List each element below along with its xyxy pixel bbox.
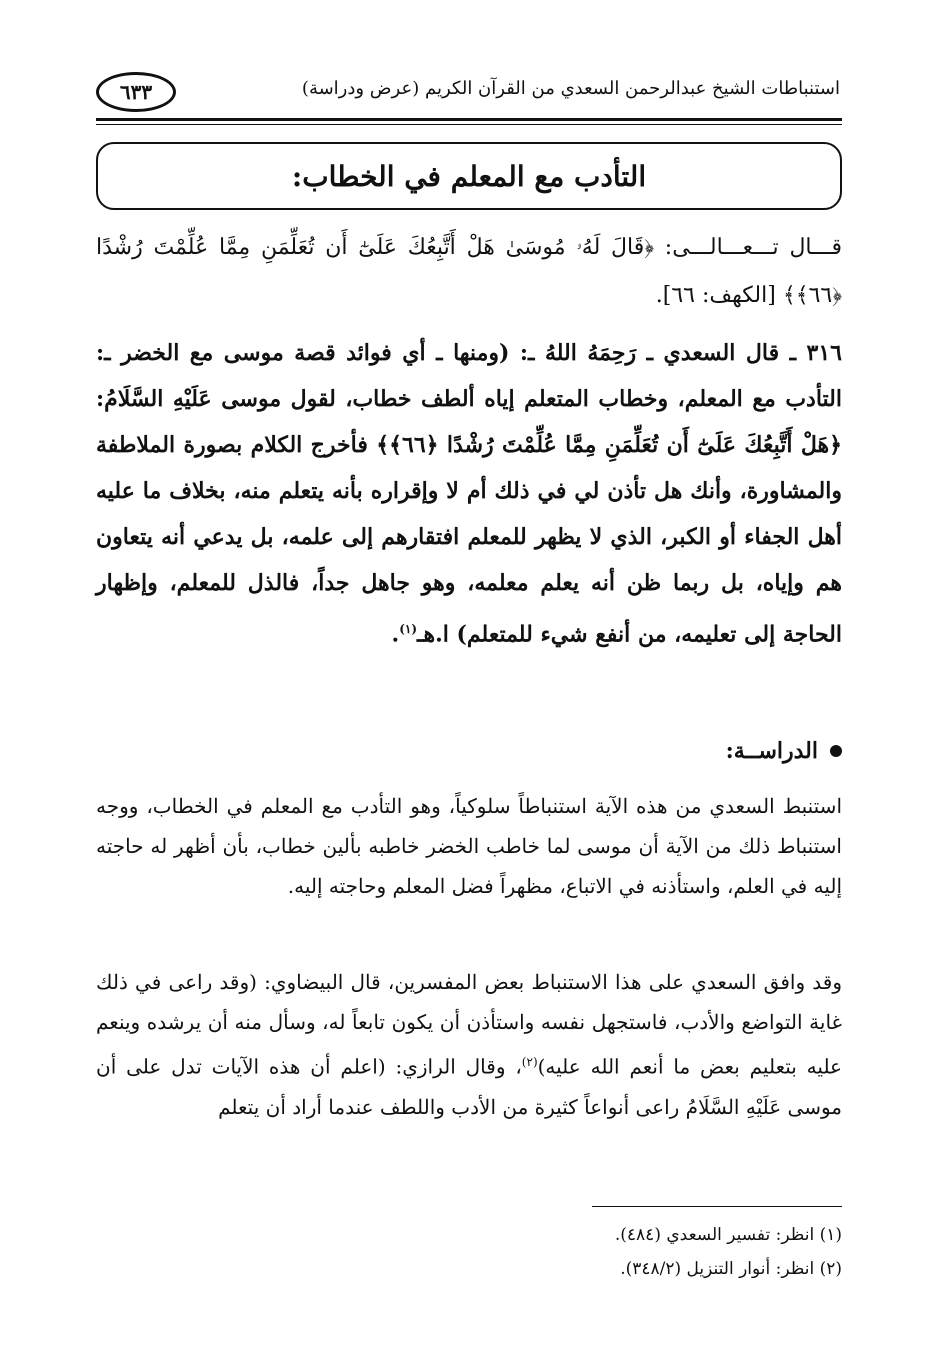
- study-p2-part-b: ، وقال الرازي: (اعلم أن هذه الآيات تدل على أن موسى عَلَيْهِ السَّلَامُ راعى أنواعاً كثيرة من الأدب واللطف عندما أراد أن يتعلم: [96, 1054, 842, 1119]
- footnotes: [96, 1218, 842, 1286]
- study-paragraph-1: استنبط السعدي من هذه الآية استنباطاً سلوكياً، وهو التأدب مع المعلم في الخطاب، ووجه استنباط ذلك من الآية أن موسى لما خاطب الخضر خاطبه بألين خطاب، بأن أظهر له حاجته إليه في العلم، واستأذنه في الاتباع، مظهراً فضل المعلم وحاجته إليه.: [96, 794, 842, 898]
- footnote-2: (٢) انظر: أنوار التنزيل (٣٤٨/٢).: [620, 1259, 842, 1279]
- verse-paragraph: قـــال تـــعـــالـــى: ﴿قَالَ لَهُۥ مُوسَىٰ هَلْ أَتَّبِعُكَ عَلَىٰٓ أَن تُعَلِّمَنِ مِمَّا عُلِّمْتَ رُشْدًا ﴿٦٦﴾﴾ [الكهف: ٦٦].: [96, 235, 842, 308]
- footnote-ref-1: (١): [399, 622, 418, 636]
- section-title-box: [96, 142, 842, 210]
- study-paragraph-2: [96, 962, 842, 1127]
- header-rule-thick: [96, 118, 842, 121]
- footnote-divider: [592, 1206, 842, 1207]
- study-p2-part-a: وقد وافق السعدي على هذا الاستنباط بعض المفسرين، قال البيضاوي: (وقد راعى في ذلك غاية التواضع والأدب، فاستجهل نفسه واستأذن أن يكون تابعاً له، وسأل منه أن يرشده وينعم عليه بتعليم بعض ما أنعم الله عليه): [96, 970, 842, 1079]
- quote-paragraph: ٣١٦ ـ قال السعدي ـ رَحِمَهُ اللهُ ـ: (ومنها ـ أي فوائد قصة موسى مع الخضر ـ: التأدب مع المعلم، وخطاب المتعلم إياه ألطف خطاب، لقول موسى عَلَيْهِ السَّلَامُ: ﴿هَلْ أَتَّبِعُكَ عَلَىٰٓ أَن تُعَلِّمَنِ مِمَّا عُلِّمْتَ رُشْدًا ﴿٦٦﴾﴾ فأخرج الكلام بصورة الملاطفة والمشاورة، وأنك هل تأذن لي في ذلك أم لا وإقراره بأنه يتعلم منه، بخلاف ما عليه أهل الجفاء أو الكبر، الذي لا يظهر للمعلم افتقارهم إلى علمه، بل يدعي أنه يتعاون هم وإياه، بل ربما ظن أنه يعلم معلمه، وهو جاهل جداً، فالذل للمعلم، وإظهار الحاجة إلى تعليمه، من أنفع شيء للمتعلم) ا.هـ$^{(١)}$.: [96, 340, 842, 648]
- page-number: ٦٣٣: [96, 72, 176, 112]
- study-heading-text: الدراســة:: [725, 738, 818, 764]
- study-heading: [726, 738, 842, 764]
- quote-text: ٣١٦ ـ قال السعدي ـ رَحِمَهُ اللهُ ـ: (ومنها ـ أي فوائد قصة موسى مع الخضر ـ: التأدب مع المعلم، وخطاب المتعلم إياه ألطف خطاب، لقول موسى عَلَيْهِ السَّلَامُ: ﴿هَلْ أَتَّبِعُكَ عَلَىٰٓ أَن تُعَلِّمَنِ مِمَّا عُلِّمْتَ رُشْدًا ﴿٦٦﴾﴾ فأخرج الكلام بصورة الملاطفة والمشاورة، وأنك هل تأذن لي في ذلك أم لا وإقراره بأنه يتعلم منه، بخلاف ما عليه أهل الجفاء أو الكبر، الذي لا يظهر للمعلم افتقارهم إلى علمه، بل يدعي أنه يتعاون هم وإياه، بل ربما ظن أنه يعلم معلمه، وهو جاهل جداً، فالذل للمعلم، وإظهار الحاجة إلى تعليمه، من أنفع شيء للمتعلم) ا.هـ: [96, 340, 842, 648]
- footnote-1: (١) انظر: تفسير السعدي (٤٨٤).: [614, 1225, 842, 1245]
- bullet-icon: [830, 745, 842, 757]
- section-title: التأدب مع المعلم في الخطاب:: [291, 159, 647, 193]
- running-header: استنباطات الشيخ عبدالرحمن السعدي من القرآن الكريم (عرض ودراسة): [301, 78, 840, 99]
- header-rule-thin: [96, 124, 842, 125]
- footnote-ref-2: (٢): [521, 1055, 538, 1069]
